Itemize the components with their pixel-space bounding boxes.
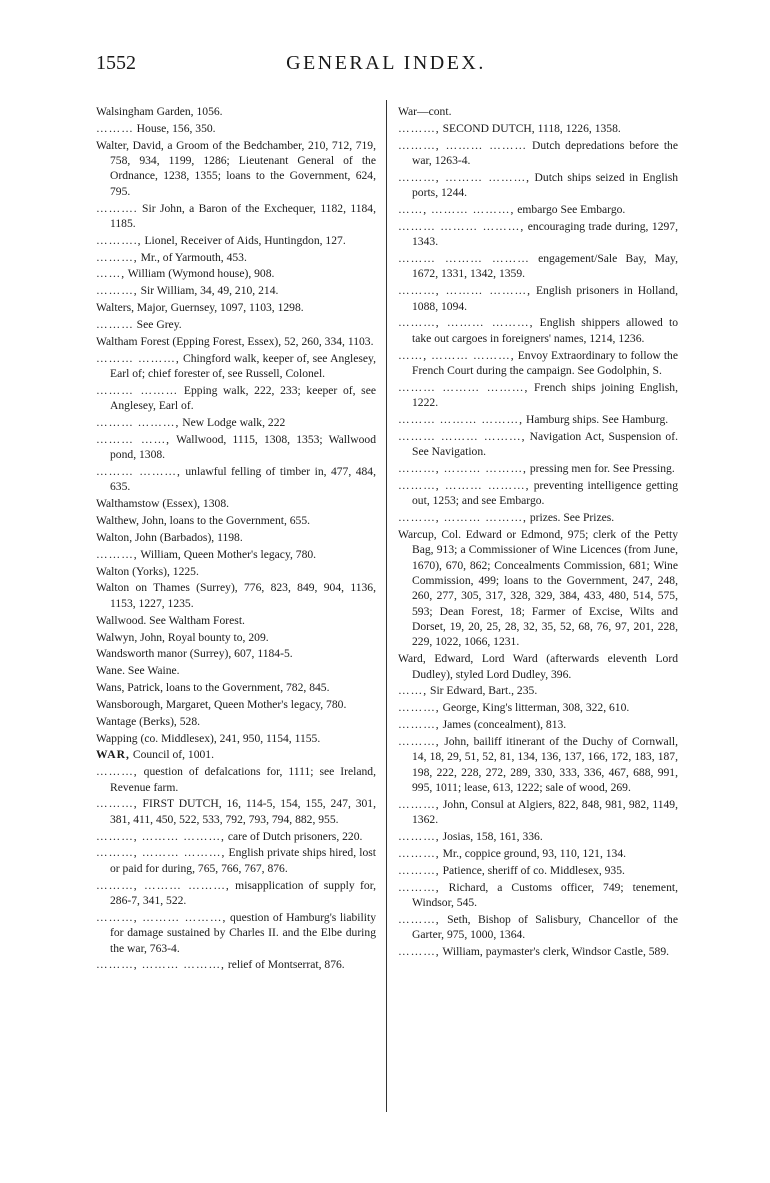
index-entry: [398, 219, 678, 250]
entry-lead: ………,: [398, 944, 440, 958]
entry-text: William (Wymond house), 908.: [125, 267, 275, 281]
entry-lead: ………, ……… ………,: [96, 829, 225, 843]
index-entry: [398, 461, 678, 476]
entry-text: French ships joining English, 1222.: [412, 380, 678, 410]
entry-lead: ………: [96, 317, 134, 331]
index-entry: [96, 646, 376, 661]
index-entry: [96, 910, 376, 956]
entry-lead: ……….,: [96, 233, 142, 247]
entry-lead: ………,: [96, 797, 138, 811]
entry-lead: ………, ……… ………,: [398, 316, 534, 330]
entry-lead: ……… ………: [96, 383, 179, 397]
entry-text: engagement/Sale Bay, May, 1672, 1331, 1342, 1359.: [412, 252, 678, 281]
entry-lead: ……, ……… ………,: [398, 348, 515, 362]
entry-text: George, King's litterman, 308, 322, 610.: [439, 701, 630, 715]
entry-text: Sir Edward, Bart., 235.: [427, 684, 538, 698]
index-entry: [96, 383, 376, 414]
index-entry: [398, 283, 678, 314]
index-entry: [96, 283, 376, 298]
index-entry: [96, 496, 376, 511]
entry-lead: ………,: [398, 718, 440, 732]
entry-text: Hamburg ships. See Hamburg.: [523, 413, 669, 427]
index-entry: [96, 138, 376, 199]
page-header: [96, 52, 676, 82]
entry-text: Wans, Patrick, loans to the Government, 782, 845.: [96, 681, 330, 695]
entry-lead: ……… ………,: [96, 416, 180, 430]
entry-lead: ………,: [398, 734, 440, 748]
entry-lead: ……….: [96, 201, 138, 215]
index-entry: [398, 944, 678, 959]
index-entry: [96, 796, 376, 827]
entry-lead: ………,: [398, 829, 440, 843]
entry-text: Richard, a Customs officer, 749; tenement, Windsor, 545.: [412, 880, 678, 909]
right-column: [398, 104, 678, 961]
entry-text: Patience, sheriff of co. Middlesex, 935.: [439, 863, 625, 877]
index-entry: [398, 880, 678, 911]
entry-text: care of Dutch prisoners, 220.: [224, 829, 363, 843]
entry-text: Wandsworth manor (Surrey), 607, 1184-5.: [96, 647, 293, 661]
entry-lead: ………,: [398, 121, 440, 135]
index-entry: [398, 412, 678, 427]
entry-lead: ………,: [398, 797, 440, 811]
page-number: 1552: [96, 52, 136, 74]
entry-text: question of defalcations for, 1111; see Ireland, Revenue farm.: [110, 765, 376, 794]
entry-text: Wallwood, 1115, 1308, 1353; Wallwood pond, 1308.: [110, 432, 377, 462]
entry-text: Walter, David, a Groom of the Bedchamber, 210, 712, 719, 758, 934, 1199, 1286; Lieutenant General of the Ordnance, 1238, 1355; loans to the Government, 624, 795.: [96, 138, 376, 198]
entry-lead: ……,: [96, 267, 126, 281]
entry-text: preventing intelligence getting out, 1253; and see Embargo.: [412, 478, 679, 508]
index-entry: [398, 510, 678, 525]
entry-text: unlawful felling of timber in, 477, 484, 635.: [110, 465, 376, 494]
entry-text: Envoy Extraordinary to follow the French Court during the campaign. See Godolphin, S.: [412, 348, 678, 377]
left-column: [96, 104, 376, 974]
index-entry: [398, 700, 678, 715]
entry-text: Navigation Act, Suspension of. See Navigation.: [412, 429, 678, 459]
entry-text: FIRST DUTCH, 16, 114-5, 154, 155, 247, 301, 381, 411, 450, 522, 533, 792, 793, 794, 882, 955.: [110, 797, 376, 826]
entry-text: Walton, John (Barbados), 1198.: [96, 530, 243, 544]
entry-lead: ………,: [398, 846, 440, 860]
index-entry: [96, 250, 376, 265]
index-entry: [96, 104, 376, 119]
entry-text: Dutch ships seized in English ports, 1244.: [412, 170, 679, 200]
entry-text: Warcup, Col. Edward or Edmond, 975; clerk of the Petty Bag, 913; a Commissioner of Wine Licences (from June, 1670), 670, 862; Concealments Commission, 681; Wine Commission, 499; loans to the Government, 247, 248, 260, 277, 305, 317, 328, 329, 384, 433, 480, 514, 575, 593; Dean Forest, 18; Farmer of Excise, Wilts and Dorset, 19, 20, 25, 28, 32, 35, 52, 68, 76, 97, 201, 228, 229, 1022, 1066, 1231.: [398, 527, 678, 649]
entry-text: New Lodge walk, 222: [179, 416, 286, 430]
page-title: GENERAL INDEX.: [286, 52, 486, 74]
entry-lead: ………, ……… ………,: [398, 462, 527, 476]
index-entry: [96, 580, 376, 611]
entry-text: Dutch depredations before the war, 1263-4.: [412, 138, 678, 168]
entry-text: John, Consul at Algiers, 822, 848, 981, 982, 1149, 1362.: [412, 797, 678, 827]
index-entry: [96, 630, 376, 645]
index-entry: [96, 530, 376, 545]
entry-text: Josias, 158, 161, 336.: [439, 829, 543, 843]
entry-lead: ………, ……… ………,: [96, 846, 226, 860]
entry-lead: ………, ……… ………,: [96, 958, 225, 972]
index-entry: [398, 734, 678, 795]
index-entry: [398, 829, 678, 844]
entry-text: embargo See Embargo.: [514, 203, 626, 217]
entry-lead: ………: [96, 121, 134, 135]
entry-text: encouraging trade during, 1297, 1343.: [412, 219, 678, 249]
entry-text: Chingford walk, keeper of, see Anglesey, Earl of; chief forester of, see Russell, Colonel.: [110, 351, 377, 380]
entry-text: House, 156, 350.: [133, 121, 216, 135]
entry-text: relief of Montserrat, 876.: [224, 958, 345, 972]
index-entry: [96, 464, 376, 495]
index-entry: [96, 351, 376, 382]
entry-lead: ……… ……… ………,: [398, 413, 524, 427]
index-entry: [398, 170, 678, 201]
index-entry: [96, 613, 376, 628]
index-entry: [96, 829, 376, 844]
index-entry: [96, 266, 376, 281]
index-entry: [96, 233, 376, 248]
entry-text: Mr., of Yarmouth, 453.: [137, 250, 247, 264]
entry-lead: ……… ……… ………,: [398, 429, 526, 443]
entry-text: English prisoners in Holland, 1088, 1094.: [412, 284, 678, 313]
entry-text: English private ships hired, lost or paid for during, 765, 766, 767, 876.: [110, 846, 376, 875]
index-entry: [398, 121, 678, 136]
column-divider: [386, 100, 387, 1112]
entry-text: Epping walk, 222, 233; keeper of, see Anglesey, Earl of.: [110, 383, 376, 413]
index-entry: [96, 680, 376, 695]
entry-text: Walthew, John, loans to the Government, 655.: [96, 514, 311, 528]
index-entry: [96, 845, 376, 876]
entry-text: War—cont.: [398, 105, 452, 118]
entry-text: pressing men for. See Pressing.: [526, 462, 675, 476]
index-entry: [96, 317, 376, 332]
entry-lead: ………, ……… ………,: [398, 478, 530, 492]
index-entry: [96, 663, 376, 678]
entry-lead: ……… ……… ………,: [398, 380, 529, 394]
index-entry: [398, 429, 678, 460]
index-entry: [96, 714, 376, 729]
index-entry: [398, 846, 678, 861]
entry-text: Waltham Forest (Epping Forest, Essex), 52, 260, 334, 1103.: [96, 334, 374, 348]
index-entry: [398, 315, 678, 346]
entry-text: prizes. See Prizes.: [526, 511, 615, 525]
entry-text: William, Queen Mother's legacy, 780.: [137, 547, 317, 561]
index-entry: [398, 527, 678, 650]
index-entry: [398, 797, 678, 828]
index-entry: [96, 547, 376, 562]
entry-lead: ……… ……… ………,: [398, 219, 525, 233]
entry-text: English shippers allowed to take out cargoes in foreigners' names, 1214, 1236.: [412, 316, 678, 345]
index-entry: [398, 251, 678, 282]
entry-text: Lionel, Receiver of Aids, Huntingdon, 127.: [141, 233, 346, 247]
entry-lead: WAR,: [96, 748, 130, 762]
entry-lead: ………, ……… ………,: [96, 878, 230, 892]
index-entry: [96, 764, 376, 795]
entry-lead: ………, ……… ………,: [398, 284, 532, 298]
entry-lead: ……… ……… ………: [398, 252, 530, 266]
entry-lead: ………, ……… ………,: [398, 511, 527, 525]
entry-lead: ……… ……,: [96, 432, 171, 446]
entry-lead: ……… ………,: [96, 465, 181, 479]
entry-text: Wane. See Waine.: [96, 664, 180, 678]
index-entry: [96, 878, 376, 909]
index-entry: [96, 432, 376, 463]
entry-text: Walthamstow (Essex), 1308.: [96, 497, 230, 511]
entry-lead: ………,: [96, 284, 138, 298]
entry-lead: ……,: [398, 684, 428, 698]
index-entry: [398, 863, 678, 878]
index-entry: [398, 717, 678, 732]
entry-lead: ……, ……… ………,: [398, 203, 515, 217]
entry-text: Walters, Major, Guernsey, 1097, 1103, 1298.: [96, 301, 304, 315]
entry-text: Walsingham Garden, 1056.: [96, 105, 223, 118]
index-entry: [96, 731, 376, 746]
index-entry: [398, 651, 678, 682]
entry-text: See Grey.: [133, 317, 182, 331]
entry-lead: ………,: [398, 880, 440, 894]
index-entry: [96, 564, 376, 579]
index-entry: [96, 334, 376, 349]
entry-text: Sir William, 34, 49, 210, 214.: [137, 284, 279, 298]
entry-text: Mr., coppice ground, 93, 110, 121, 134.: [439, 846, 627, 860]
entry-lead: ………, ……… ………,: [96, 910, 227, 924]
entry-text: Wallwood. See Waltham Forest.: [96, 613, 245, 627]
index-entry: [398, 683, 678, 698]
index-entry: [96, 415, 376, 430]
index-entry: [398, 912, 678, 943]
entry-text: misapplication of supply for, 286-7, 341, 522.: [110, 878, 376, 907]
entry-lead: ………,: [96, 547, 138, 561]
entry-text: Seth, Bishop of Salisbury, Chancellor of the Garter, 975, 1000, 1364.: [412, 912, 678, 942]
entry-lead: ………,: [398, 863, 440, 877]
entry-lead: ………, ……… ………: [398, 138, 528, 152]
entry-text: Walton (Yorks), 1225.: [96, 564, 199, 578]
index-entry: [96, 957, 376, 972]
entry-text: Council of, 1001.: [129, 748, 215, 762]
index-entry: [96, 300, 376, 315]
index-entry: [398, 348, 678, 379]
entry-text: Walton on Thames (Surrey), 776, 823, 849, 904, 1136, 1153, 1227, 1235.: [96, 581, 376, 610]
index-entry: [398, 138, 678, 169]
entry-lead: ………,: [96, 250, 138, 264]
entry-text: Ward, Edward, Lord Ward (afterwards eleventh Lord Dudley), styled Lord Dudley, 396.: [398, 652, 678, 681]
index-entry: [96, 697, 376, 712]
index-entry: [398, 104, 678, 119]
index-entry: [96, 747, 376, 762]
entry-text: Wantage (Berks), 528.: [96, 714, 201, 728]
entry-lead: ………,: [398, 701, 440, 715]
index-entry: [96, 121, 376, 136]
entry-text: William, paymaster's clerk, Windsor Castle, 589.: [439, 944, 670, 958]
index-entry: [96, 201, 376, 232]
index-entry: [398, 202, 678, 217]
entry-text: Wansborough, Margaret, Queen Mother's legacy, 780.: [96, 697, 347, 711]
index-entry: [398, 478, 678, 509]
entry-lead: ……… ………,: [96, 351, 180, 365]
index-entry: [96, 513, 376, 528]
entry-text: question of Hamburg's liability for damage sustained by Charles II. and the Elbe during the war, 763-4.: [110, 910, 376, 955]
entry-text: Sir John, a Baron of the Exchequer, 1182, 1184, 1185.: [110, 201, 376, 230]
entry-lead: ………,: [398, 912, 440, 926]
entry-text: John, bailiff itinerant of the Duchy of Cornwall, 14, 18, 29, 51, 52, 81, 134, 136, 137, 166, 172, 183, 187, 198, 222, 228, 272, 289, 330, 333, 336, 467, 688, 991, 995, 1011; lease, 613, 1222; sale of wood, 269.: [412, 734, 678, 794]
entry-lead: ………,: [96, 765, 138, 779]
entry-text: James (concealment), 813.: [439, 718, 567, 732]
entry-text: Walwyn, John, Royal bounty to, 209.: [96, 630, 269, 644]
entry-text: SECOND DUTCH, 1118, 1226, 1358.: [439, 121, 621, 135]
index-entry: [398, 380, 678, 411]
entry-text: Wapping (co. Middlesex), 241, 950, 1154, 1155.: [96, 731, 321, 745]
entry-lead: ………, ……… ………,: [398, 170, 531, 184]
